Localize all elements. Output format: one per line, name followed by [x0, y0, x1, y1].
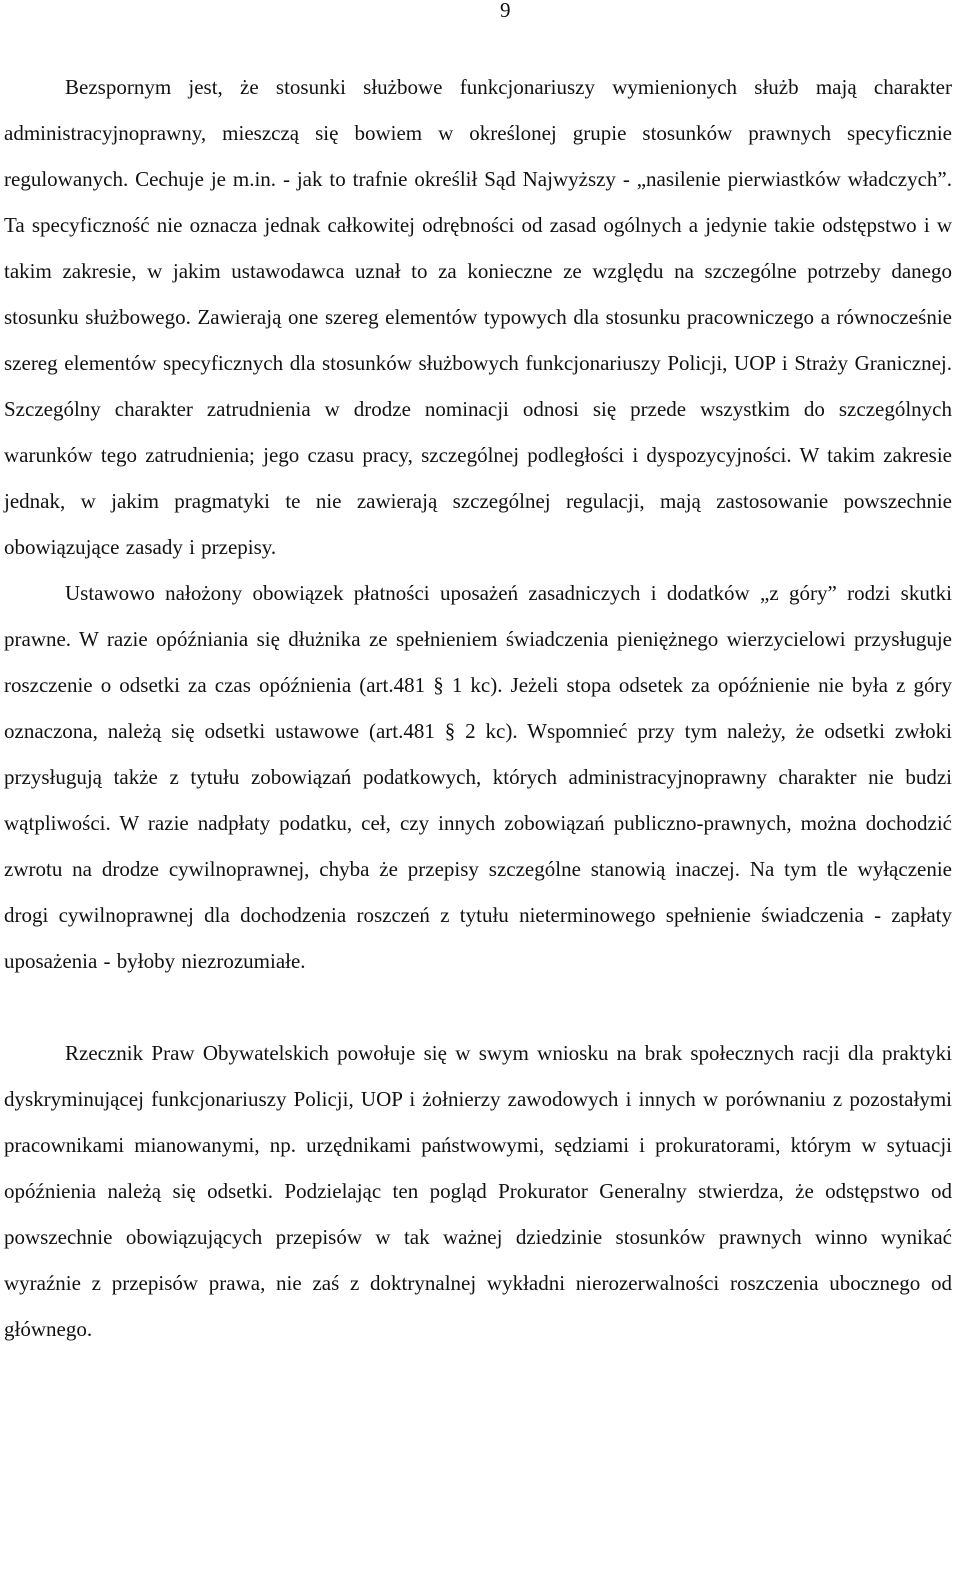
document-body: [4, 64, 952, 1352]
paragraph-1: Bezspornym jest, że stosunki służbowe funkcjonariuszy wymienionych służb mają charakter administracyjnoprawny, mieszczą się bowiem w określonej grupie stosunków prawnych specyficznie regulowanych. Cechuje je m.in. - jak to trafnie określił Sąd Najwyższy - „nasilenie pierwiastków władczych”. Ta specyficzność nie oznacza jednak całkowitej odrębności od zasad ogólnych a jedynie takie odstępstwo i w takim zakresie, w jakim ustawodawca uznał to za konieczne ze względu na szczególne potrzeby danego stosunku służbowego. Zawierają one szereg elementów typowych dla stosunku pracowniczego a równocześnie szereg elementów specyficznych dla stosunków służbowych funkcjonariuszy Policji, UOP i Straży Granicznej. Szczególny charakter zatrudnienia w drodze nominacji odnosi się przede wszystkim do szczególnych warunków tego zatrudnienia; jego czasu pracy, szczególnej podległości i dyspozycyjności. W takim zakresie jednak, w jakim pragmatyki te nie zawierają szczególnej regulacji, mają zastosowanie powszechnie obowiązujące zasady i przepisy.: [4, 75, 952, 559]
paragraph-3: Rzecznik Praw Obywatelskich powołuje się w swym wniosku na brak społecznych racji dla praktyki dyskryminującej funkcjonariuszy Policji, UOP i żołnierzy zawodowych i innych w porównaniu z pozostałymi pracownikami mianowanymi, np. urzędnikami państwowymi, sędziami i prokuratorami, którym w sytuacji opóźnienia należą się odsetki. Podzielając ten pogląd Prokurator Generalny stwierdza, że odstępstwo od powszechnie obowiązujących przepisów w tak ważnej dziedzinie stosunków prawnych winno wynikać wyraźnie z przepisów prawa, nie zaś z doktrynalnej wykładni nierozerwalności roszczenia ubocznego od głównego.: [4, 1041, 952, 1341]
page-number: 9: [500, 0, 511, 22]
paragraph-2: Ustawowo nałożony obowiązek płatności uposażeń zasadniczych i dodatków „z góry” rodzi skutki prawne. W razie opóźniania się dłużnika ze spełnieniem świadczenia pieniężnego wierzycielowi przysługuje roszczenie o odsetki za czas opóźnienia (art.481 § 1 kc). Jeżeli stopa odsetek za opóźnienie nie była z góry oznaczona, należą się odsetki ustawowe (art.481 § 2 kc). Wspomnieć przy tym należy, że odsetki zwłoki przysługują także z tytułu zobowiązań podatkowych, których administracyjnoprawny charakter nie budzi wątpliwości. W razie nadpłaty podatku, ceł, czy innych zobowiązań publiczno-prawnych, można dochodzić zwrotu na drodze cywilnoprawnej, chyba że przepisy szczególne stanowią inaczej. Na tym tle wyłączenie drogi cywilnoprawnej dla dochodzenia roszczeń z tytułu nieterminowego spełnienie świadczenia - zapłaty uposażenia - byłoby niezrozumiałe.: [4, 581, 952, 973]
